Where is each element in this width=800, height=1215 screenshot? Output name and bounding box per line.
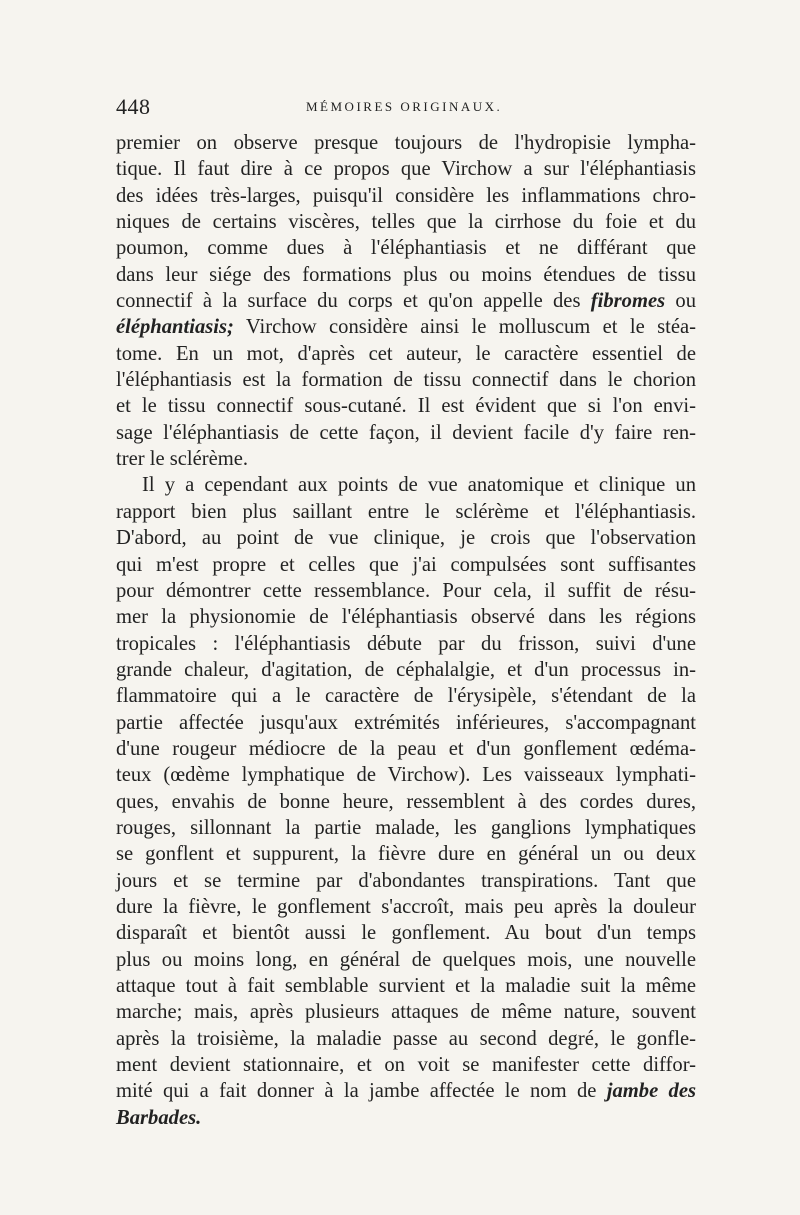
- text-line: dans leur siége des formations plus ou moins étendues de tissu: [116, 263, 696, 286]
- body-text: [116, 130, 696, 1131]
- text-line: qui m'est propre et celles que j'ai compulsées sont suffisantes: [116, 553, 696, 576]
- text-line: plus ou moins long, en général de quelques mois, une nouvelle: [116, 948, 696, 971]
- text-line: Il y a cependant aux points de vue anatomique et clinique un: [142, 474, 696, 497]
- text-segment: ou: [665, 290, 696, 313]
- text-line: grande chaleur, d'agitation, de céphalalgie, et d'un processus in-: [116, 658, 696, 681]
- text-line: [116, 314, 696, 340]
- text-line: attaque tout à fait semblable survient et la maladie suit la même: [116, 975, 696, 997]
- running-head: MÉMOIRES ORIGINAUX.: [306, 99, 503, 114]
- italic-term-elephantiasis: éléphantiasis;: [116, 316, 234, 339]
- text-segment: Virchow considère ainsi le molluscum et le stéa-: [233, 316, 696, 339]
- text-segment: connectif à la surface du corps et qu'on appelle des: [116, 290, 591, 313]
- text-line: se gonflent et suppurent, la fièvre dure en général un ou deux: [116, 843, 696, 866]
- text-line: et le tissu connectif sous-cutané. Il est évident que si l'on envi-: [116, 395, 696, 418]
- italic-term-barbades: Barbades.: [116, 1106, 202, 1129]
- text-line: ment devient stationnaire, et on voit se manifester cette diffor-: [116, 1054, 696, 1077]
- text-line: l'éléphantiasis est la formation de tissu connectif dans le chorion: [116, 369, 696, 392]
- text-line: [116, 288, 696, 314]
- text-line: tique. Il faut dire à ce propos que Virchow a sur l'éléphantiasis: [116, 158, 696, 181]
- text-line: [116, 1078, 696, 1104]
- text-line: partie affectée jusqu'aux extrémités inférieures, s'accompagnant: [116, 711, 696, 734]
- text-line: disparaît et bientôt aussi le gonflement. Au bout d'un temps: [116, 922, 696, 945]
- text-line: marche; mais, après plusieurs attaques de même nature, souvent: [116, 1001, 696, 1024]
- text-line: sage l'éléphantiasis de cette façon, il devient facile d'y faire ren-: [116, 421, 696, 444]
- text-line: trer le sclérème.: [116, 448, 249, 471]
- text-line: [116, 1105, 696, 1131]
- text-line: poumon, comme dues à l'éléphantiasis et ne différant que: [116, 237, 696, 260]
- text-line: mer la physionomie de l'éléphantiasis observé dans les régions: [116, 606, 696, 629]
- text-line: après la troisième, la maladie passe au second degré, le gonfle-: [116, 1027, 696, 1050]
- text-line: premier on observe presque toujours de l'hydropisie lympha-: [116, 132, 696, 154]
- text-line: pour démontrer cette ressemblance. Pour cela, il suffit de résu-: [116, 579, 696, 602]
- text-line: dure la fièvre, le gonflement s'accroît, mais peu après la douleur: [116, 895, 696, 918]
- page-header: [116, 94, 696, 124]
- text-segment: mité qui a fait donner à la jambe affectée le nom de: [116, 1080, 607, 1103]
- text-line: tome. En un mot, d'après cet auteur, le caractère essentiel de: [116, 342, 696, 365]
- text-line: flammatoire qui a le caractère de l'érysipèle, s'étendant de la: [116, 685, 696, 708]
- text-line: tropicales : l'éléphantiasis débute par du frisson, suivi d'une: [116, 632, 696, 655]
- text-line: niques de certains viscères, telles que la cirrhose du foie et du: [116, 211, 696, 234]
- text-line: teux (œdème lymphatique de Virchow). Les vaisseaux lymphati-: [116, 764, 696, 787]
- text-line: D'abord, au point de vue clinique, je crois que l'observation: [116, 527, 696, 550]
- italic-term-jambe-des: jambe des: [606, 1080, 696, 1103]
- page-number: 448: [116, 94, 151, 119]
- text-line: rapport bien plus saillant entre le sclérème et l'éléphantiasis.: [116, 500, 696, 523]
- text-line: jours et se termine par d'abondantes transpirations. Tant que: [116, 869, 696, 892]
- text-line: rouges, sillonnant la partie malade, les ganglions lymphatiques: [116, 816, 696, 839]
- italic-term-fibromes: fibromes: [590, 290, 666, 313]
- text-line: ques, envahis de bonne heure, ressemblent à des cordes dures,: [116, 790, 696, 813]
- text-line: des idées très-larges, puisqu'il considère les inflammations chro-: [116, 184, 696, 207]
- text-line: d'une rougeur médiocre de la peau et d'un gonflement œdéma-: [116, 737, 696, 760]
